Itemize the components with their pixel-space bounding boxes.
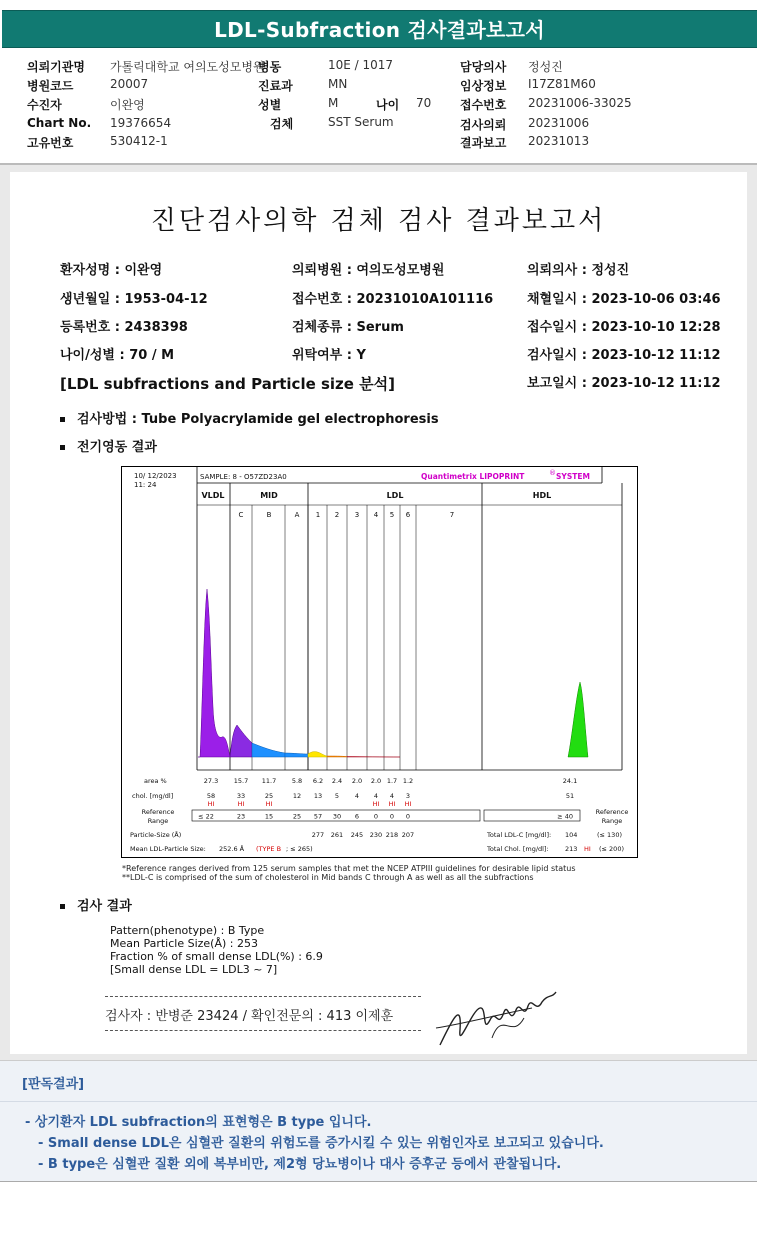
area-value: 11.7 <box>261 777 277 785</box>
dept-value: MN <box>328 77 348 91</box>
result-line: Mean Particle Size(Å) : 253 <box>110 937 258 950</box>
chol-value: 5 <box>334 792 340 800</box>
chart-date: 10/ 12/2023 <box>134 472 177 480</box>
hi-flag: HI <box>404 800 412 808</box>
area-label: area % <box>144 777 167 785</box>
specimen-type: 검체종류 : Serum <box>292 320 404 335</box>
signature-line-top <box>105 996 421 997</box>
ref-value: 15 <box>264 812 274 821</box>
peak-mid-b <box>252 743 285 757</box>
unique-label: 고유번호 <box>27 136 74 150</box>
particle-value: 277 <box>311 831 325 839</box>
chart-system: Quantimetrix LIPOPRINT <box>421 472 525 481</box>
patient-name: 환자성명 : 이완영 <box>60 263 163 278</box>
particle-value: 218 <box>385 831 399 839</box>
age-sex: 나이/성별 : 70 / M <box>60 348 175 363</box>
total-ldl-ref: (≤ 130) <box>597 831 622 839</box>
area-value: 1.7 <box>386 777 398 785</box>
result-line: [Small dense LDL = LDL3 ~ 7] <box>110 963 278 976</box>
sex-value: M <box>328 96 339 110</box>
area-value: 2.4 <box>331 777 343 785</box>
judgement-title: [판독결과] <box>22 1077 85 1092</box>
peak-ldl-1 <box>308 752 327 757</box>
receive-time: 접수일시 : 2023-10-10 12:28 <box>527 320 721 335</box>
ref-value: 0 <box>405 812 411 821</box>
unique-value: 530412-1 <box>110 134 168 148</box>
particle-value: 207 <box>401 831 415 839</box>
band-label: 3 <box>354 511 360 519</box>
ref-value: 0 <box>389 812 395 821</box>
peak-mid-a <box>285 753 308 757</box>
peak-hdl <box>568 682 588 757</box>
clinical-label: 임상정보 <box>460 79 507 93</box>
peak-ldl-3 <box>347 757 400 758</box>
chol-value: 25 <box>264 792 274 800</box>
chart-value: 19376654 <box>110 116 172 130</box>
report-time: 보고일시 : 2023-10-12 11:12 <box>527 376 721 391</box>
consign: 위탁여부 : Y <box>292 348 366 363</box>
judgement-body <box>0 1101 757 1182</box>
group-label-vldl: VLDL <box>201 491 225 500</box>
particle-value: 261 <box>330 831 344 839</box>
method-bullet <box>60 408 439 427</box>
ref-label-1-right: Reference <box>595 808 629 816</box>
receipt-value: 20231006-33025 <box>528 96 632 110</box>
chol-value: 33 <box>236 792 246 800</box>
ref-label-1: Reference <box>141 808 175 816</box>
area-value: 1.2 <box>402 777 414 785</box>
total-ldl-label: Total LDL-C [mg/dl]: <box>487 831 552 839</box>
electrophoresis-chart <box>121 466 638 858</box>
peak-vldl <box>198 589 230 757</box>
band-label: 4 <box>373 511 379 519</box>
ward-label: 병동 <box>258 60 282 74</box>
code-label: 병원코드 <box>27 79 74 93</box>
chart-system-tail: SYSTEM <box>556 472 590 481</box>
result-line: Fraction % of small dense LDL(%) : 6.9 <box>110 950 323 963</box>
total-ldl-value: 104 <box>565 831 578 839</box>
birth-date: 생년월일 : 1953-04-12 <box>60 292 208 307</box>
area-value: 6.2 <box>312 777 324 785</box>
chart-system-reg: ® <box>549 469 556 477</box>
chart-sample: SAMPLE: 8 - O57ZD23A0 <box>200 473 287 481</box>
clinical-value: I17Z81M60 <box>528 77 596 91</box>
request-value: 20231006 <box>528 116 590 130</box>
specimen-value: SST Serum <box>328 115 394 129</box>
result-line: Pattern(phenotype) : B Type <box>110 924 265 937</box>
age-value: 70 <box>416 96 432 110</box>
chol-value: 4 <box>373 792 379 800</box>
signer: 검사자 : 반병준 23424 / 확인전문의 : 413 이제훈 <box>105 1009 394 1024</box>
peak-mid-c <box>230 725 252 757</box>
title-bar <box>0 0 757 56</box>
hi-flag: HI <box>237 800 245 808</box>
info-table <box>0 56 757 156</box>
mean-label: Mean LDL-Particle Size: <box>130 845 206 853</box>
area-value: 24.1 <box>562 777 578 785</box>
particle-label: Particle-Size (Å) <box>130 831 182 839</box>
area-value: 27.3 <box>203 777 219 785</box>
ref-value: 6 <box>354 812 360 821</box>
chol-value: 51 <box>565 792 575 800</box>
analysis-section-title: [LDL subfractions and Particle size 분석] <box>60 375 396 393</box>
chart-svg <box>122 467 639 859</box>
title-band <box>2 10 757 48</box>
ref-label-2: Range <box>147 817 169 825</box>
particle-value: 230 <box>369 831 383 839</box>
ref-label-2-right: Range <box>601 817 623 825</box>
group-label-hdl: HDL <box>532 491 552 500</box>
receipt-label: 접수번호 <box>460 98 507 112</box>
ref-value: 57 <box>313 812 323 821</box>
band-label: 2 <box>334 511 340 519</box>
hi-flag: HI <box>265 800 273 808</box>
mean-type: (TYPE B <box>256 845 282 853</box>
page-title: LDL-Subfraction 검사결과보고서 <box>214 18 545 42</box>
hospital-value: 가톨릭대학교 여의도성모병원 <box>110 60 265 74</box>
judgement-header <box>0 1061 757 1101</box>
report-value: 20231013 <box>528 134 590 148</box>
area-value: 2.0 <box>370 777 382 785</box>
patient-value: 이완영 <box>110 98 145 112</box>
result-block <box>110 924 323 976</box>
band-label: B <box>266 511 272 519</box>
ref-value: 30 <box>332 812 342 821</box>
electro-bullet <box>60 436 157 455</box>
chol-value: 12 <box>292 792 302 800</box>
test-time: 검사일시 : 2023-10-12 11:12 <box>527 348 721 363</box>
request-hospital: 의뢰병원 : 여의도성모병원 <box>292 263 445 278</box>
total-chol-flag: HI <box>584 845 591 853</box>
total-chol-value: 213 <box>565 845 578 853</box>
dept-label: 진료과 <box>258 79 293 93</box>
result-heading: 검사 결과 <box>77 899 132 914</box>
doctor-label: 담당의사 <box>460 60 507 74</box>
signature-line-bottom <box>105 1030 421 1031</box>
signature-image <box>432 990 562 1052</box>
ward-value: 10E / 1017 <box>328 58 394 72</box>
group-label-mid: MID <box>260 491 278 500</box>
band-label: A <box>294 511 300 519</box>
band-label: 1 <box>315 511 321 519</box>
hospital-label: 의뢰기관명 <box>27 60 85 74</box>
area-value: 5.8 <box>291 777 303 785</box>
hi-flag: HI <box>207 800 215 808</box>
chol-value: 3 <box>405 792 411 800</box>
chol-value: 4 <box>354 792 360 800</box>
total-chol-label: Total Chol. [mg/dl]: <box>487 845 549 853</box>
particle-value: 245 <box>350 831 364 839</box>
footnote-1: *Reference ranges derived from 125 serum samples that met the NCEP ATPIII guidelines for desirable lipid status <box>122 864 576 873</box>
request-label: 검사의뢰 <box>460 118 507 132</box>
specimen-label: 검체 <box>270 117 294 131</box>
ref-value: 25 <box>292 812 302 821</box>
report-title: 진단검사의학 검체 검사 결과보고서 <box>150 206 607 236</box>
band-label: 6 <box>405 511 411 519</box>
result-bullet <box>60 895 132 914</box>
mean-ref: ; ≤ 265) <box>286 845 313 853</box>
area-value: 15.7 <box>233 777 249 785</box>
code-value: 20007 <box>110 77 149 91</box>
judgement-line-2: - Small dense LDL은 심혈관 질환의 위험도를 증가시킬 수 있는 위험인자로 보고되고 있습니다. <box>38 1136 604 1151</box>
group-label-ldl: LDL <box>386 491 404 500</box>
ref-hdl: ≥ 40 <box>557 812 573 821</box>
chol-value: 13 <box>313 792 323 800</box>
method-text: 검사방법 : Tube Polyacrylamide gel electrophoresis <box>77 412 439 427</box>
chol-value: 4 <box>389 792 395 800</box>
area-value: 2.0 <box>351 777 363 785</box>
request-doctor: 의뢰의사 : 정성진 <box>527 263 630 278</box>
judgement-line-1: - 상기환자 LDL subfraction의 표현형은 B type 입니다. <box>25 1115 372 1130</box>
chol-label: chol. [mg/dl] <box>132 792 174 800</box>
chart-time: 11: 24 <box>134 481 157 489</box>
band-label: 5 <box>389 511 395 519</box>
ref-value: 0 <box>373 812 379 821</box>
band-label: 7 <box>449 511 455 519</box>
report-label: 결과보고 <box>460 136 507 150</box>
electro-text: 전기영동 결과 <box>77 440 157 455</box>
footnote-2: **LDL-C is comprised of the sum of cholesterol in Mid bands C through A as well as all the subfractions <box>122 873 534 882</box>
doctor-value: 정성진 <box>528 60 563 74</box>
hi-flag: HI <box>388 800 396 808</box>
age-label: 나이 <box>376 98 400 112</box>
registration-number: 등록번호 : 2438398 <box>60 320 188 335</box>
sex-label: 성별 <box>258 98 282 112</box>
ref-value: ≤ 22 <box>198 812 214 821</box>
patient-label: 수진자 <box>27 98 62 112</box>
judgement-line-3: - B type은 심혈관 질환 외에 복부비만, 제2형 당뇨병이나 대사 증후군 등에서 관찰됩니다. <box>38 1157 562 1172</box>
chol-value: 58 <box>206 792 216 800</box>
mean-value: 252.6 Å <box>219 845 245 853</box>
total-chol-ref: (≤ 200) <box>599 845 624 853</box>
collect-time: 채혈일시 : 2023-10-06 03:46 <box>527 292 721 307</box>
receipt-number: 접수번호 : 20231010A101116 <box>292 292 494 307</box>
band-label: C <box>238 511 244 519</box>
peak-ldl-2 <box>327 756 347 757</box>
ref-value: 23 <box>236 812 246 821</box>
hi-flag: HI <box>372 800 380 808</box>
chart-label: Chart No. <box>27 116 92 130</box>
